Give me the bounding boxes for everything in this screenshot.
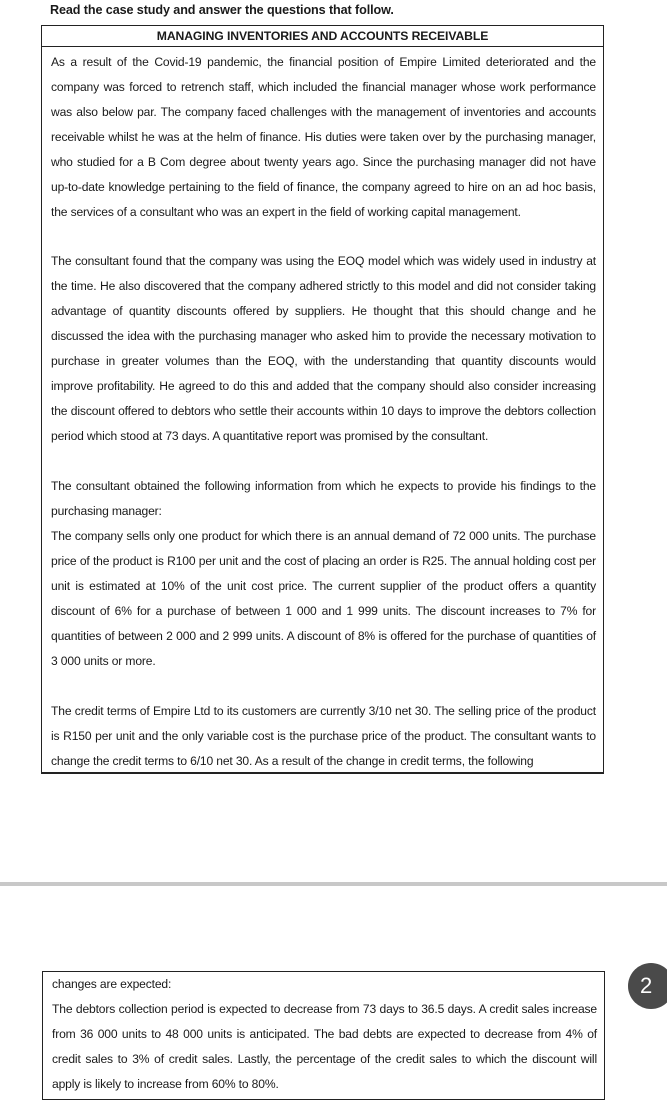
continuation-box bbox=[42, 971, 605, 1100]
continuation-paragraph bbox=[52, 972, 597, 1097]
instruction-heading: Read the case study and answer the questions that follow. bbox=[50, 3, 394, 17]
continuation-lead: changes are expected: bbox=[52, 977, 172, 991]
paragraph-consultant-findings: The consultant found that the company was using the EOQ model which was widely used in industry at the time. He also discovered that the company adhered strictly to this model and did not consider taking advantage of quantity discounts offered by suppliers. He thought that this should change and he discussed the idea with the purchasing manager who asked him to provide the necessary motivation to purchase in greater volumes than the EOQ, with the understanding that quantity discounts would improve profitability. He agreed to do this and added that the company should also consider increasing the discount offered to debtors who settle their accounts within 10 days to improve the debtors collection period which stood at 73 days. A quantitative report was promised by the consultant. bbox=[51, 254, 596, 443]
paragraph-inventory-data: The company sells only one product for which there is an annual demand of 72 000 units. The purchase price of the product is R100 per unit and the cost of placing an order is R25. The annual holding cost per unit is estimated at 10% of the unit cost price. The current supplier of the product offers a quantity discount of 6% for a purchase of between 1 000 and 1 999 units. The discount increases to 7% for quantities of between 2 000 and 2 999 units. A discount of 8% is offered for the purchase of quantities of 3 000 units or more. bbox=[51, 529, 596, 668]
page-divider bbox=[0, 882, 667, 886]
case-study-title: MANAGING INVENTORIES AND ACCOUNTS RECEIVABLE bbox=[42, 26, 603, 47]
page-number-badge: 2 bbox=[628, 963, 667, 1009]
paragraph-credit-terms: The credit terms of Empire Ltd to its customers are currently 3/10 net 30. The selling price of the product is R150 per unit and the only variable cost is the purchase price of the product. The consultant wants to change the credit terms to 6/10 net 30. As a result of the change in credit terms, the following bbox=[51, 704, 596, 768]
paragraph-info-intro: The consultant obtained the following information from which he expects to provide his findings to the purchasing manager: bbox=[51, 479, 596, 518]
paragraph-background: As a result of the Covid-19 pandemic, the financial position of Empire Limited deteriorated and the company was forced to retrench staff, which included the financial manager whose work performance was also below par. The company faced challenges with the management of inventories and accounts receivable whilst he was at the helm of finance. His duties were taken over by the purchasing manager, who studied for a B Com degree about twenty years ago. Since the purchasing manager did not have up-to-date knowledge pertaining to the field of finance, the company agreed to hire on an ad hoc basis, the services of a consultant who was an expert in the field of working capital management. bbox=[51, 55, 596, 219]
paragraph-inventory-info bbox=[51, 474, 596, 674]
continuation-text: The debtors collection period is expected to decrease from 73 days to 36.5 days. A credit sales increase from 36 000 units to 48 000 units is anticipated. The bad debts are expected to decrease from 4% of credit sales to 3% of credit sales. Lastly, the percentage of the credit sales to which the discount will apply is likely to increase from 60% to 80%. bbox=[52, 1002, 597, 1091]
case-study-box bbox=[41, 25, 604, 774]
